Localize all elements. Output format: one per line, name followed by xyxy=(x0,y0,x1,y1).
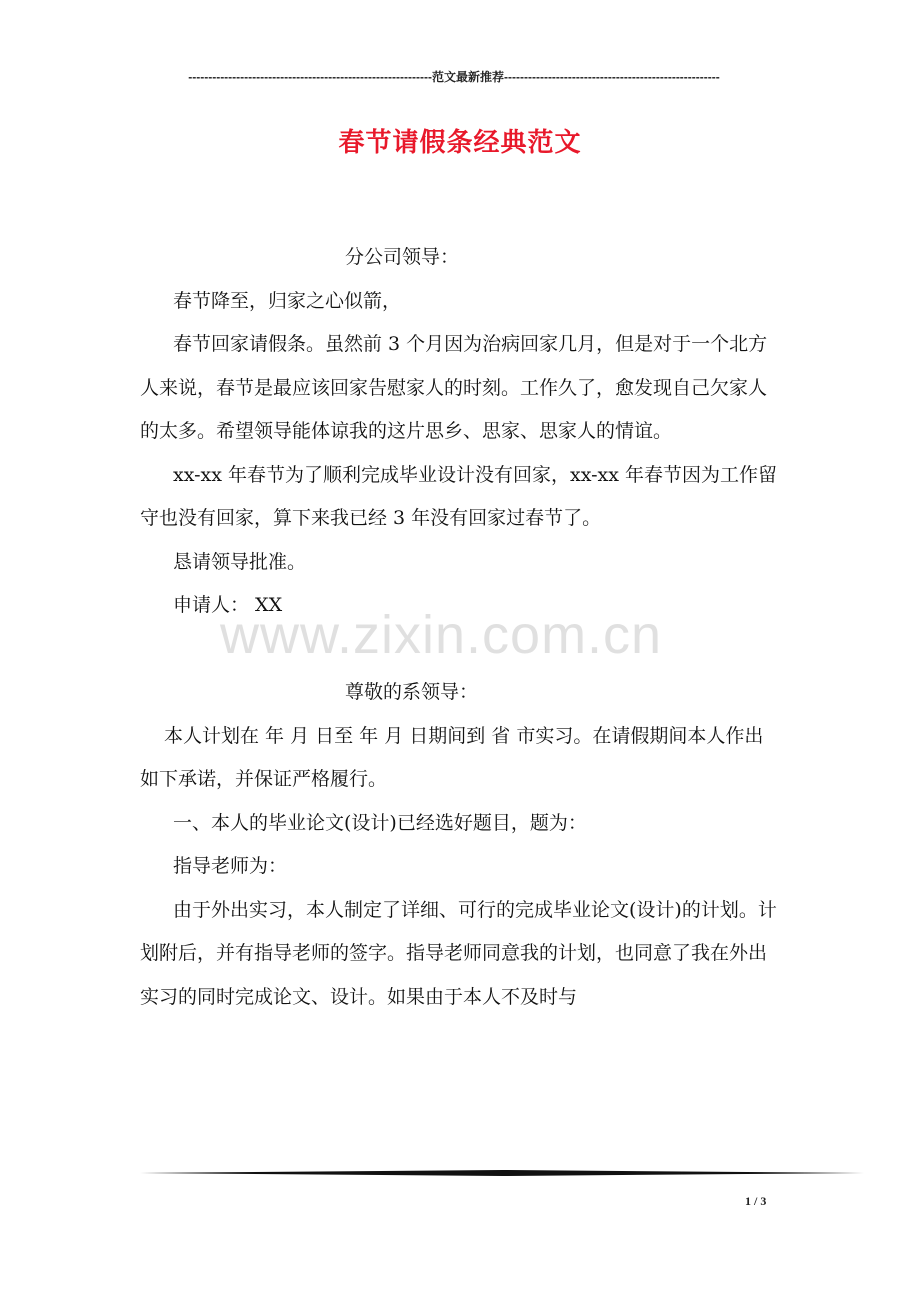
document-body xyxy=(140,236,780,1019)
letter2-paragraph-4: 由于外出实习，本人制定了详细、可行的完成毕业论文(设计)的计划。计划附后，并有指导老师的签字。指导老师同意我的计划，也同意了我在外出实习的同时完成论文、设计。如果由于本人不及时与 xyxy=(140,898,777,1008)
header-banner: -------------------------------------------------------------范文最新推荐------------------------------------------------------ xyxy=(188,70,720,84)
page-number: 1 / 3 xyxy=(745,1194,767,1208)
letter1-paragraph-2: 春节回家请假条。虽然前 3 个月因为治病回家几月，但是对于一个北方人来说，春节是最应该回家告慰家人的时刻。工作久了，愈发现自己欠家人的太多。希望领导能体谅我的这片思乡、思家、思家人的情谊。 xyxy=(140,333,768,442)
watermark-text: www.zixin.com.cn xyxy=(220,605,663,665)
letter1-signature: 申请人： XX xyxy=(173,594,283,616)
letter1-salutation: 分公司领导： xyxy=(345,246,460,268)
letter2-paragraph-1: 本人计划在 年 月 日至 年 月 日期间到 省 市实习。在请假期间本人作出如下承诺，并保证严格履行。 xyxy=(140,724,764,790)
document-title: 春节请假条经典范文 xyxy=(338,128,582,158)
letter1-paragraph-3: xx-xx 年春节为了顺利完成毕业设计没有回家，xx-xx 年春节因为工作留守也没有回家，算下来我已经 3 年没有回家过春节了。 xyxy=(140,463,777,529)
letter-divider-space xyxy=(140,628,780,672)
letter2-salutation: 尊敬的系领导： xyxy=(345,681,479,703)
letter2-paragraph-2: 一、本人的毕业论文(设计)已经选好题目，题为： xyxy=(173,811,587,834)
footer-rule xyxy=(140,1170,864,1176)
letter1-paragraph-4: 恳请领导批准。 xyxy=(173,550,307,573)
letter1-paragraph-1: 春节降至，归家之心似箭， xyxy=(173,289,402,312)
letter2-paragraph-3: 指导老师为： xyxy=(173,855,288,877)
